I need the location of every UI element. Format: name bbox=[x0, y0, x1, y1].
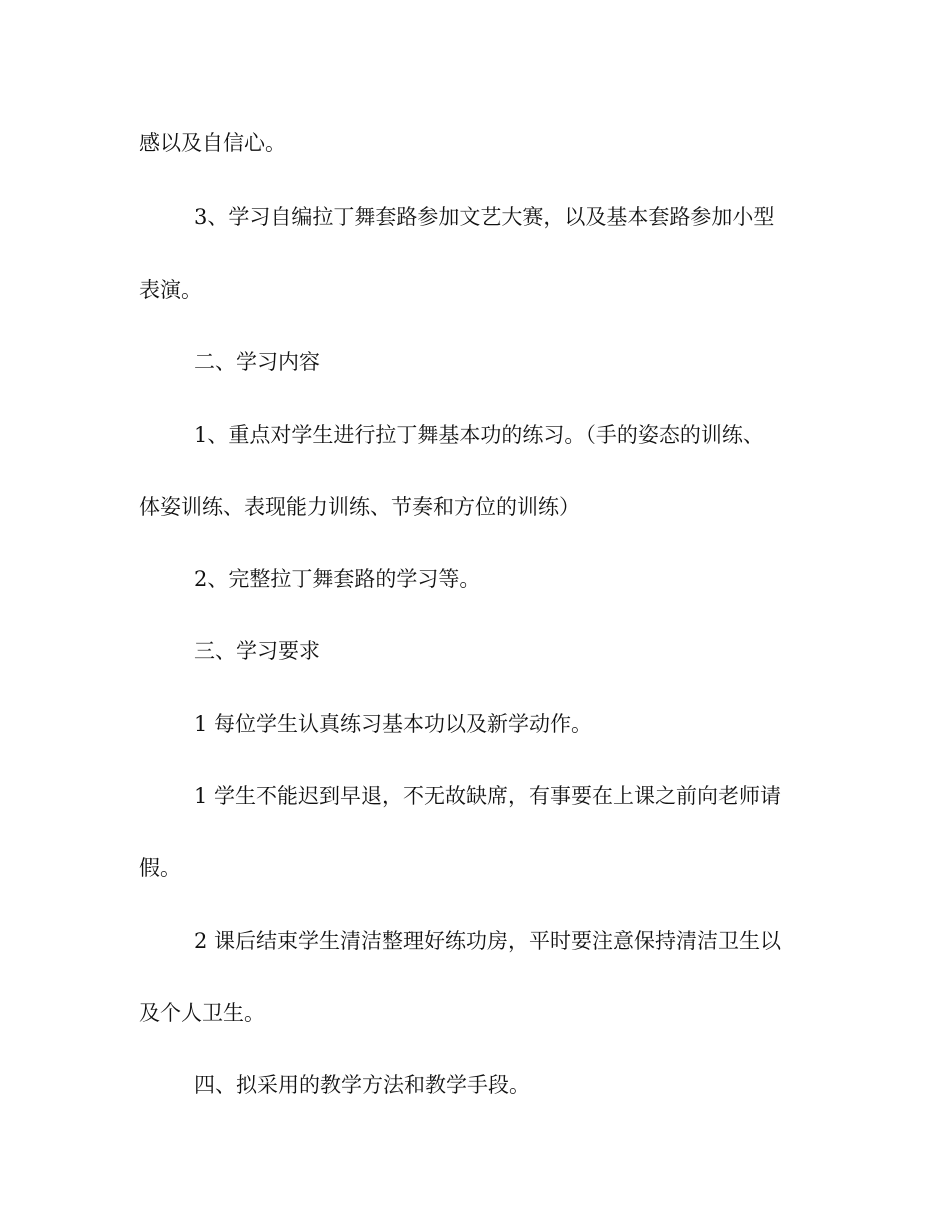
paragraph-line: 感以及自信心。 bbox=[139, 131, 286, 155]
paragraph-line: 2、完整拉丁舞套路的学习等。 bbox=[194, 567, 481, 591]
paragraph-line: 1 学生不能迟到早退，不无故缺席，有事要在上课之前向老师请 bbox=[194, 784, 782, 808]
section-heading: 二、学习内容 bbox=[194, 350, 320, 374]
paragraph-line: 1、重点对学生进行拉丁舞基本功的练习。（手的姿态的训练、 bbox=[194, 423, 764, 447]
paragraph-line: 及个人卫生。 bbox=[139, 1001, 265, 1025]
paragraph-line: 1 每位学生认真练习基本功以及新学动作。 bbox=[194, 712, 593, 736]
section-heading: 四、拟采用的教学方法和教学手段。 bbox=[194, 1073, 530, 1097]
paragraph-line: 表演。 bbox=[139, 278, 202, 302]
paragraph-line: 2 课后结束学生清洁整理好练功房，平时要注意保持清洁卫生以 bbox=[194, 929, 782, 953]
paragraph-line: 体姿训练、表现能力训练、节奏和方位的训练） bbox=[139, 495, 580, 519]
section-heading: 三、学习要求 bbox=[194, 639, 320, 663]
paragraph-line: 假。 bbox=[139, 856, 181, 880]
paragraph-line: 3、学习自编拉丁舞套路参加文艺大赛，以及基本套路参加小型 bbox=[194, 205, 775, 229]
